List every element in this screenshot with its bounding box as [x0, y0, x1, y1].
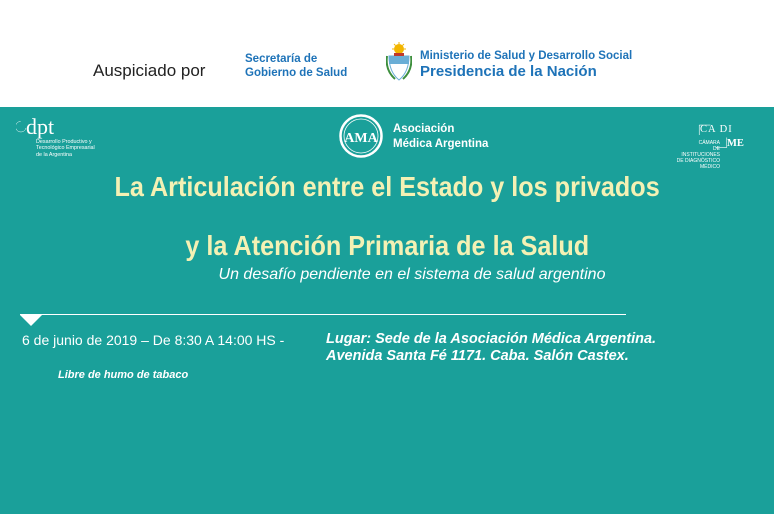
ama-name-line1: Asociación [393, 123, 455, 135]
event-location-line2: Avenida Santa Fé 1171. Caba. Salón Castex. [326, 348, 629, 364]
triangle-down-icon [20, 315, 42, 326]
dpt-sub-line3: de la Argentina [36, 151, 72, 158]
dpt-logo-mark: dpt [26, 114, 55, 139]
cadime-sub-line1: CÁMARA [698, 140, 720, 146]
ministerio-line2: Presidencia de la Nación [420, 63, 597, 80]
dpt-sub-line2: Tecnológico Empresarial [36, 145, 95, 152]
cadime-sub-line3: DE DIAGNÓSTICO [676, 158, 720, 164]
event-location-line1: Lugar: Sede de la Asociación Médica Argentina. [326, 331, 657, 347]
argentina-coat-of-arms-icon [386, 42, 412, 82]
ama-name [393, 122, 488, 152]
cadime-sub-line2: DE INSTITUCIONES [681, 146, 720, 158]
event-banner [0, 107, 774, 514]
event-note: Libre de humo de tabaco [58, 369, 189, 381]
dpt-sub-line1: Desarrollo Productivo y [36, 139, 92, 145]
ministerio-logo [420, 50, 632, 80]
event-title-line2: y la Atención Primaria de la Salud [185, 230, 590, 261]
sponsor-label: Auspiciado por [93, 61, 206, 80]
cadime-mark-top: CA DI [700, 124, 733, 135]
secretaria-line2: Gobierno de Salud [245, 67, 348, 79]
sponsor-strip [0, 0, 774, 107]
dpt-logo-subtitle [36, 139, 95, 158]
event-date-time: 6 de junio de 2019 – De 8:30 A 14:00 HS - [22, 332, 285, 348]
ama-name-line2: Médica Argentina [393, 138, 489, 150]
cadime-subtitle [674, 140, 720, 170]
cadime-mark-bottom: ME [727, 138, 744, 149]
secretaria-logo [245, 52, 347, 80]
cadime-sub-line4: MÉDICO [700, 164, 720, 170]
event-title-line1: La Articulación entre el Estado y los privados [114, 171, 660, 202]
svg-text:AMA: AMA [344, 131, 378, 146]
ama-emblem-icon [339, 114, 383, 158]
event-subtitle: Un desafío pendiente en el sistema de salud argentino [218, 266, 606, 283]
ministerio-line1: Ministerio de Salud y Desarrollo Social [420, 50, 633, 62]
secretaria-line1: Secretaría de [245, 53, 318, 65]
divider-line [20, 314, 626, 315]
